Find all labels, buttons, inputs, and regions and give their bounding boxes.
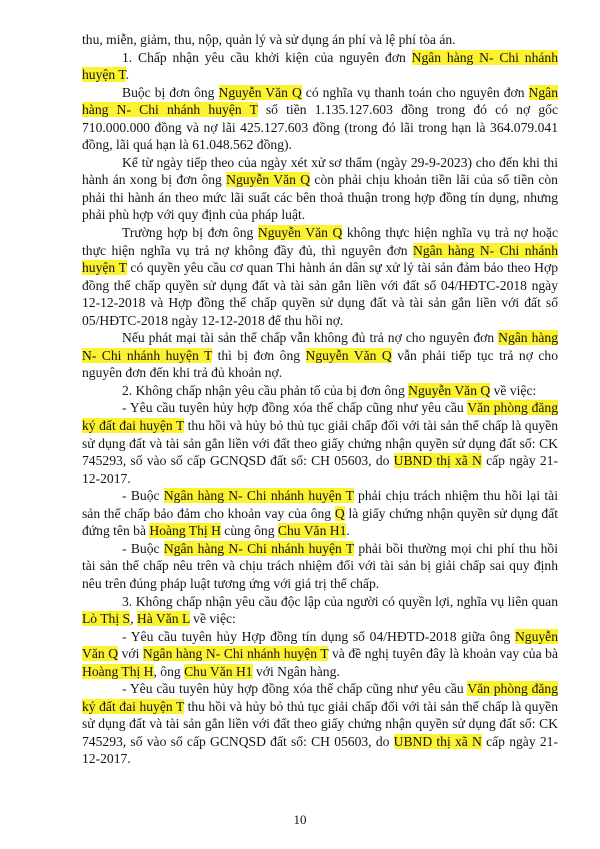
text-run: còn phải chịu khoản tiền lãi của số tiền còn phải thi hành án theo mức lãi suất các bên thoả thuận trong hợp đồng tín dụng, nhưng phải phù hợp với quy định của pháp luật.: [82, 172, 558, 223]
paragraph: [82, 49, 558, 84]
highlighted-name: Nguyễn Văn Q: [408, 382, 491, 398]
text-run: là giấy chứng nhận quyền sử dụng đất đứng tên bà: [82, 505, 559, 539]
highlighted-name: Hoàng Thị H: [149, 523, 221, 539]
paragraph: [82, 628, 558, 681]
text-run: - Yêu cầu tuyên hủy hợp đồng xóa thế chấp cũng như yêu cầu: [122, 681, 468, 697]
text-run: ,: [130, 611, 137, 627]
text-run: 2. Không chấp nhận yêu cầu phản tố của bị đơn ông: [122, 382, 409, 398]
highlighted-name: Văn phòng đăng ký đất đai huyện T: [82, 681, 559, 714]
text-run: với: [118, 646, 143, 662]
text-run: - Buộc: [122, 488, 164, 504]
text-run: về việc:: [189, 611, 236, 627]
text-run: 3. Không chấp nhận yêu cầu độc lập của người có quyền lợi, nghĩa vụ liên quan: [122, 593, 558, 609]
document-body: [82, 31, 558, 768]
paragraph: [82, 487, 558, 540]
highlighted-name: Nguyễn Văn Q: [218, 84, 302, 100]
highlighted-name: Ngân hàng N- Chi nhánh huyện T: [82, 330, 558, 363]
highlighted-name: Văn phòng đăng ký đất đai huyện T: [82, 400, 559, 434]
text-run: thì bị đơn ông: [212, 347, 306, 363]
text-run: thu, miễn, giảm, thu, nộp, quản lý và sử dụng án phí và lệ phí tòa án.: [82, 32, 456, 47]
paragraph: [82, 329, 558, 382]
text-run: về việc:: [490, 382, 537, 398]
highlighted-name: Ngân hàng N- Chi nhánh huyện T: [163, 540, 354, 556]
text-run: có nghĩa vụ thanh toán cho nguyên đơn: [301, 84, 529, 100]
paragraph: [82, 31, 558, 49]
text-run: số tiền 1.135.127.603 đồng trong đó có nợ gốc 710.000.000 đồng và nợ lãi 425.127.603 đồng (trong đó lãi trong hạn là 364.079.041 đồng, lãi quá hạn là 61.048.562 đồng).: [82, 102, 558, 153]
paragraph: [82, 399, 558, 487]
page-number: 10: [293, 812, 307, 827]
highlighted-name: Ngân hàng N- Chi nhánh huyện T: [82, 242, 558, 276]
paragraph: [82, 154, 558, 224]
text-run: , ông: [153, 663, 185, 679]
highlighted-name: Hà Văn L: [136, 611, 190, 627]
text-run: - Yêu cầu tuyên hủy hợp đồng xóa thế chấp cũng như yêu cầu: [122, 400, 468, 416]
highlighted-name: Chu Văn H1: [184, 663, 253, 679]
highlighted-name: Ngân hàng N- Chi nhánh huyện T: [142, 646, 329, 662]
text-run: cấp ngày 21-12-2017.: [82, 733, 558, 767]
text-run: cùng ông: [220, 523, 278, 539]
paragraph: [82, 540, 558, 593]
text-run: thu hồi và hủy bỏ thủ tục giải chấp đối với tài sản thế chấp là quyền sử dụng đất và tài sản gắn liền với đất theo giấy chứng nhận quyền sử dụng đất số: CK 745293, số vào số cấp GCNQSD đất số: CH 05603, do: [82, 698, 559, 749]
text-run: cấp ngày 21-12-2017.: [82, 453, 558, 486]
highlighted-name: Nguyễn Văn Q: [82, 628, 558, 662]
text-run: Trường hợp bị đơn ông: [122, 225, 258, 241]
text-run: .: [125, 67, 130, 83]
text-run: và đề nghị tuyên đây là khoản vay của bà: [328, 646, 558, 662]
text-run: không thực hiện nghĩa vụ trả nợ hoặc thực hiện nghĩa vụ trả nợ không đầy đủ, thì nguyên đơn: [82, 225, 558, 258]
paragraph: [82, 593, 558, 628]
highlighted-name: Nguyễn Văn Q: [257, 225, 343, 241]
highlighted-name: Chu Văn H1: [277, 523, 347, 539]
highlighted-name: Ngân hàng N- Chi nhánh huyện T: [163, 488, 354, 504]
text-run: .: [346, 523, 350, 539]
text-run: 1. Chấp nhận yêu cầu khởi kiện của nguyên đơn: [122, 49, 412, 65]
paragraph: [82, 680, 558, 768]
text-run: phải chịu trách nhiệm thu hồi lại tài sản thế chấp bảo đảm cho khoản vay của ông: [82, 488, 558, 521]
text-run: có quyền yêu cầu cơ quan Thi hành án dân sự xử lý tài sản đảm bảo theo Hợp đồng thế chấp quyền sử dụng đất và tài sản gắn liền với đất số 04/HĐTC-2018 ngày 12-12-2018 và Hợp đồng thế chấp quyền sử dụng đất và tài sản gắn liền với đất số 05/HĐTC-2018 ngày 12-12-2018 để thu hồi nợ.: [82, 260, 558, 328]
paragraph: [82, 382, 558, 400]
text-run: Nếu phát mại tài sản thế chấp vẫn không đủ trả nợ cho nguyên đơn: [122, 330, 499, 346]
paragraph: [82, 224, 558, 329]
highlighted-name: Q: [334, 505, 345, 521]
highlighted-name: UBND thị xã N: [393, 453, 482, 469]
highlighted-name: UBND thị xã N: [393, 733, 482, 749]
text-run: Kể từ ngày tiếp theo của ngày xét xử sơ thẩm (ngày 29-9-2023) cho đến khi thi hành án xong bị đơn ông: [82, 154, 558, 188]
text-run: phải bồi thường mọi chi phí thu hồi tài sản thế chấp nêu trên và chịu trách nhiệm đối với tài sản bị giải chấp sai quy định nêu trên đúng pháp luật tương ứng với giá trị thế chấp.: [82, 540, 558, 591]
text-run: thu hồi và hủy bỏ thủ tục giải chấp đối với tài sản thế chấp là quyền sử dụng đất và tài sản gắn liền với đất theo giấy chứng nhận quyền sử dụng đất số: CK 745293, số vào số cấp GCNQSD đất số: CH 05603, do: [82, 418, 559, 469]
text-run: với Ngân hàng.: [252, 663, 340, 679]
highlighted-name: Ngân hàng N- Chi nhánh huyện T: [82, 84, 558, 118]
highlighted-name: Hoàng Thị H: [82, 663, 154, 679]
highlighted-name: Nguyễn Văn Q: [226, 172, 311, 188]
highlighted-name: Ngân hàng N- Chi nhánh huyện T: [82, 49, 558, 83]
highlighted-name: Nguyễn Văn Q: [305, 347, 392, 363]
text-run: vẫn phải tiếp tục trả nợ cho nguyên đơn đến khi trả đủ khoản nợ.: [82, 347, 558, 381]
paragraph: [82, 84, 558, 154]
text-run: - Buộc: [122, 540, 164, 556]
highlighted-name: Lò Thị S: [82, 611, 131, 627]
text-run: Buộc bị đơn ông: [122, 84, 219, 100]
text-run: - Yêu cầu tuyên hủy Hợp đồng tín dụng số 04/HĐTD-2018 giữa ông: [122, 628, 515, 644]
